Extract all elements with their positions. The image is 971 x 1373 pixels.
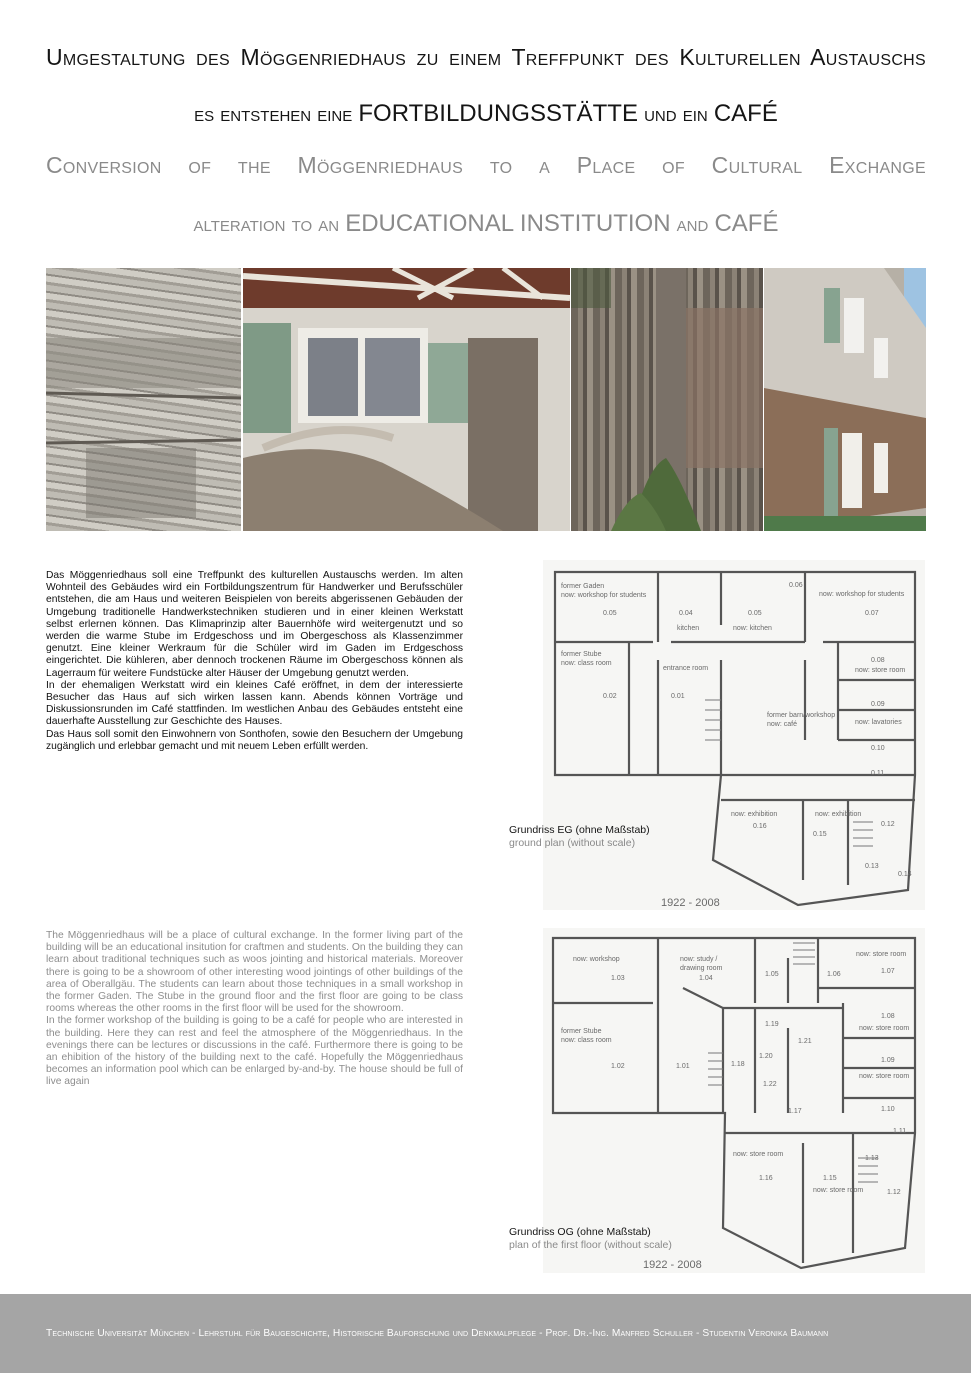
plan-label: 1.07 <box>881 968 895 975</box>
plan-label: now: study / <box>680 956 718 963</box>
plan-label: 0.06 <box>789 582 803 589</box>
plan-label: 1.04 <box>699 975 713 982</box>
subtitle-german-bold-2: CAFÉ <box>713 100 778 127</box>
title-german: Umgestaltung des Möggenriedhaus zu einem Treffpunkt des Kulturellen Austauschs <box>46 44 926 70</box>
plan-label: now: store room <box>859 1073 910 1080</box>
plan-label: 1.19 <box>765 1021 779 1028</box>
plan-label: now: kitchen <box>733 625 772 632</box>
plan-label: 1.15 <box>823 1175 837 1182</box>
plan-date: 1922 - 2008 <box>643 1259 702 1271</box>
plan-label: 1.21 <box>798 1038 812 1045</box>
paragraph: In der ehemaligen Werkstatt wird ein kleines Café eröffnet, in dem der interessierte Besucher das Haus auf sich wirken lassen kann. Abends können Vorträge und Diskussionsrunden im Café stattfinden. Im westlichen Anbau des Gebäudes entsteht eine dauerhafte Ausstellung zur Geschichte des Hauses. <box>46 679 463 728</box>
caption-english: plan of the first floor (without scale) <box>509 1239 672 1251</box>
footer-credits: Technische Universität München - Lehrstuhl für Baugeschichte, Historische Bauforschung und Denkmalpflege - Prof. Dr.-Ing. Manfred Schuller - Studentin Veronika Baumann <box>46 1328 829 1339</box>
plan-label: now: exhibition <box>731 811 778 818</box>
first-floor-plan-drawing <box>543 928 925 1273</box>
plan-label: former Stube <box>561 651 602 658</box>
plan-label: kitchen <box>677 625 700 632</box>
plan-label: former Stube <box>561 1028 602 1035</box>
plan-label: 0.01 <box>671 693 685 700</box>
plan-label: 1.11 <box>893 1128 907 1135</box>
plan-date: 1922 - 2008 <box>661 897 720 909</box>
plan-label: now: lavatories <box>855 719 902 726</box>
ground-floor-caption <box>509 824 650 850</box>
title-english: Conversion of the Möggenriedhaus to a Place of Cultural Exchange <box>46 152 926 178</box>
plan-label: 0.08 <box>871 657 885 664</box>
plan-label: 1.17 <box>788 1108 802 1115</box>
plan-label: 1.06 <box>827 971 841 978</box>
plan-label: former Gaden <box>561 583 605 590</box>
subtitle-english-bold-2: CAFÉ <box>714 210 779 237</box>
plan-label: 0.05 <box>603 610 617 617</box>
paragraph: In the former workshop of the building is going to be a café for people who are interested in the building. Here they can rest and feel the atmosphere of the Möggenriedhaus. In the evenings there can be lectures or discussions in the café. Furthermore there is going to be an ehibition of the history of the building next to the café. Hopefully the Möggenriedhaus becomes an information pool which can be enlarged by-and-by. The house should be full of live again <box>46 1015 463 1088</box>
plan-label: 0.10 <box>871 745 885 752</box>
subtitle-german-pre: es entstehen eine <box>194 101 359 126</box>
plan-label: 1.20 <box>759 1053 773 1060</box>
body-text-english <box>46 930 463 1089</box>
caption-german: Grundriss EG (ohne Maßstab) <box>509 824 650 836</box>
plan-label: 1.08 <box>881 1013 895 1020</box>
plan-label: 0.05 <box>748 610 762 617</box>
plan-label: 1.01 <box>676 1063 690 1070</box>
plan-label: now: exhibition <box>815 811 862 818</box>
plan-label: now: store room <box>859 1025 910 1032</box>
plan-label: now: store room <box>856 951 907 958</box>
plan-label: 0.07 <box>865 610 879 617</box>
first-floor-plan <box>543 928 925 1273</box>
plan-label: 1.22 <box>763 1081 777 1088</box>
subtitle-german-bold-1: FORTBILDUNGSSTÄTTE <box>358 100 638 127</box>
first-floor-caption <box>509 1226 672 1252</box>
plan-label: now: class room <box>561 660 612 667</box>
plan-label: 1.02 <box>611 1063 625 1070</box>
plan-label: drawing room <box>680 965 723 972</box>
plan-label: now: workshop for students <box>819 591 905 598</box>
plan-label: entrance room <box>663 665 709 672</box>
subtitle-german-mid: und ein <box>637 101 714 126</box>
plan-label: 0.15 <box>813 831 827 838</box>
caption-german: Grundriss OG (ohne Maßstab) <box>509 1226 651 1238</box>
plan-label: now: store room <box>855 667 906 674</box>
plan-label: 1.16 <box>759 1175 773 1182</box>
plan-label: 0.14 <box>898 871 912 878</box>
plan-label: 1.18 <box>731 1061 745 1068</box>
subtitle-english <box>46 210 926 238</box>
plan-label: 0.04 <box>679 610 693 617</box>
plan-label: 1.03 <box>611 975 625 982</box>
body-text-german <box>46 570 463 753</box>
ground-floor-plan <box>543 560 925 910</box>
plan-label: 1.12 <box>887 1189 901 1196</box>
plan-label: now: café <box>767 721 797 728</box>
plan-label: now: workshop <box>573 956 620 963</box>
plan-label: now: store room <box>733 1151 784 1158</box>
plan-label: 0.11 <box>871 770 885 777</box>
paragraph: Das Möggenriedhaus soll eine Treffpunkt des kulturellen Austauschs werden. Im alten Wohnteil des Gebäudes wird ein Fortbildungszentrum für Handwerker und Berufsschüler entstehen, die am Haus und weiteren Beispielen von bereits abgerissenen Gebäuden der Umgebung traditionelle Handwerkstechniken studieren und in einer kleinen Werkstatt selbst erlernen können. Das Klimaprinzip alter Bauernhöfe wird weitergenutzt und so werden die warme Stube im Erdgeschoss und im Obergeschoss als Klassenzimmer genutzt. Eine kleiner Werkraum für die Schüler wird im Gaden im Erdgeschoss eingerichtet. Die kühleren, aber dennoch trockenen Räume im Obergeschoss können als Lagerraum für weitere Fundstücke alter Häuser der Umgebung genutzt werden. <box>46 570 463 679</box>
plan-label: 0.16 <box>753 823 767 830</box>
photo-strip <box>46 268 926 531</box>
plan-label: 1.13 <box>865 1155 879 1162</box>
plan-label: 1.05 <box>765 971 779 978</box>
subtitle-english-bold-1: EDUCATIONAL INSTITUTION <box>345 210 671 237</box>
plan-label: 0.02 <box>603 693 617 700</box>
weathered-wood-wall-photo <box>571 268 763 531</box>
plan-label: 0.12 <box>881 821 895 828</box>
paragraph: Das Haus soll somit den Einwohnern von Sonthofen, sowie den Besuchern der Umgebung zugänglich und erlebbar gemacht und mit neuem Leben erfüllt werden. <box>46 728 463 752</box>
facade-window-photo <box>243 268 570 531</box>
subtitle-english-pre: alteration to an <box>193 211 346 236</box>
subtitle-german <box>46 100 926 128</box>
plan-label: 1.09 <box>881 1057 895 1064</box>
paragraph: The Möggenriedhaus will be a place of cultural exchange. In the former living part of the building will be an educational insitution for craftmen and students. On the building they can learn about traditional techniques such as woos jointing and historical materials. Moreover there is going to be a showroom of other interesting wood jointings of other buildings of the area of Oberallgäu. The students can learn about those techniques in a small workshop in the former Gaden. The Stube in the ground floor and the first floor are going to be class rooms whereas the other rooms in the first floor will be used for the showroom. <box>46 930 463 1015</box>
plan-label: 1.10 <box>881 1106 895 1113</box>
plan-label: now: workshop for students <box>561 592 647 599</box>
plan-label: now: class room <box>561 1037 612 1044</box>
footer-bar <box>0 1294 971 1373</box>
plan-label: 0.09 <box>871 701 885 708</box>
subtitle-english-mid: and <box>670 211 715 236</box>
house-exterior-photo <box>764 268 926 531</box>
plan-label: 0.13 <box>865 863 879 870</box>
ground-floor-plan-drawing <box>543 560 925 910</box>
plan-label: now: store room <box>813 1187 864 1194</box>
caption-english: ground plan (without scale) <box>509 837 636 849</box>
wood-joint-detail-photo <box>46 268 241 531</box>
plan-label: former barn/workshop <box>767 712 836 719</box>
